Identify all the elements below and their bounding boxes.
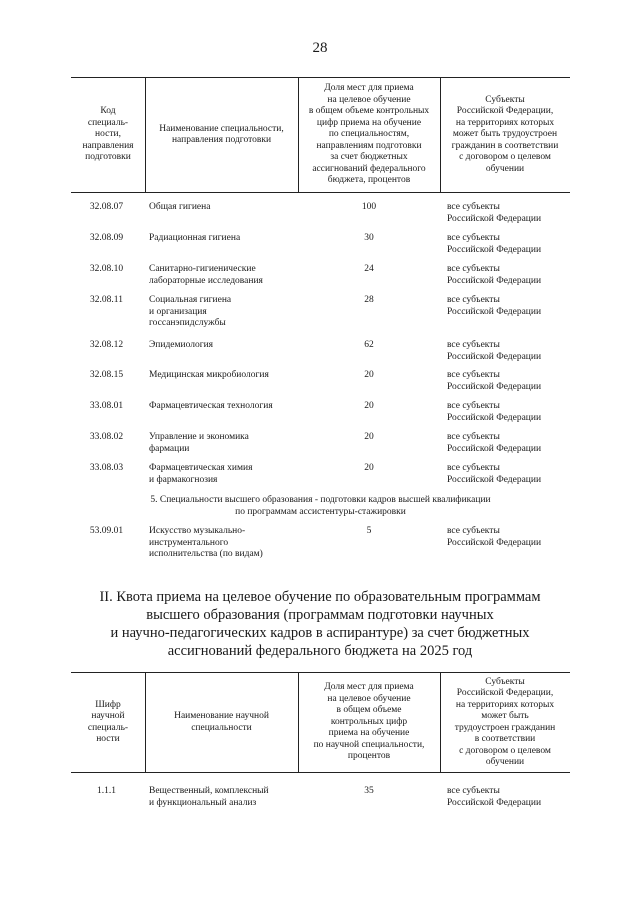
header-share-line: ассигнований федерального	[312, 163, 426, 174]
row-share: 20	[364, 401, 374, 411]
heading-line: ассигнований федерального бюджета на 2025 год	[167, 643, 473, 659]
header-name	[145, 673, 298, 772]
table-2-header	[71, 673, 570, 772]
row-name-line: Социальная гигиена	[149, 295, 232, 305]
row-share: 100	[361, 202, 377, 212]
header-code-text	[88, 700, 128, 746]
row-name	[149, 432, 299, 455]
row-name-line: и фармакогнозия	[149, 474, 218, 485]
row-name-line: Искусство музыкально-	[149, 526, 246, 536]
header-subjects-line: может быть трудоустроен	[452, 129, 558, 140]
header-share-line: на целевое обучение	[327, 94, 411, 105]
header-share	[298, 78, 440, 192]
row-name-line: и организация	[149, 306, 207, 317]
row-subjects-line: все субъекты	[447, 264, 500, 274]
row-name	[149, 340, 299, 352]
header-code-line: научной	[91, 711, 125, 721]
row-code: 32.08.09	[89, 233, 124, 243]
header-share-line: по научной специальности,	[313, 739, 425, 750]
header-code-line: подготовки	[85, 152, 131, 163]
row-name-line: Медицинская микробиология	[149, 370, 269, 380]
section-note-line: 5. Специальности высшего образования - подготовки кадров высшей квалификации	[150, 495, 491, 505]
header-share-line: процентов	[347, 751, 391, 762]
row-subjects	[447, 401, 570, 424]
header-share-line: за счет бюджетных	[330, 152, 408, 163]
row-name-line: Фармацевтическая химия	[149, 463, 253, 473]
row-name	[149, 463, 299, 486]
row-subjects	[447, 526, 570, 549]
header-name-line: Наименование научной	[174, 711, 269, 721]
header-share-text	[309, 83, 429, 187]
header-name-line: Наименование специальности,	[159, 123, 284, 134]
header-code-line: специаль-	[87, 722, 129, 733]
header-share-line: бюджета, процентов	[327, 175, 411, 186]
section-note-line: по программам ассистентуры-стажировки	[235, 507, 406, 517]
header-code-line: специаль-	[87, 117, 129, 128]
table-2-header-border	[71, 772, 570, 773]
row-subjects	[447, 463, 570, 486]
row-name	[149, 401, 299, 413]
row-subjects-line: все субъекты	[447, 786, 500, 796]
header-code	[71, 78, 145, 192]
header-subjects-text	[452, 95, 559, 176]
header-name-line: направления подготовки	[171, 135, 272, 145]
row-subjects-line: Российской Федерации	[447, 797, 542, 808]
row-subjects-line: Российской Федерации	[447, 351, 542, 362]
row-share: 30	[364, 233, 374, 243]
row-name-line: госсанэпидслужбы	[149, 318, 226, 328]
header-subjects-line: в соответствии	[474, 734, 536, 744]
header-share-line: контрольных цифр	[330, 716, 408, 727]
row-name-line: Управление и экономика	[149, 432, 249, 442]
header-subjects-line: на территориях которых	[455, 699, 555, 710]
row-subjects-line: Российской Федерации	[447, 474, 542, 485]
row-code: 1.1.1	[97, 786, 116, 796]
header-code-line: Код	[100, 106, 116, 117]
row-subjects	[447, 295, 570, 318]
header-subjects-line: обучении	[485, 163, 525, 174]
header-code-line: ности,	[95, 129, 121, 140]
row-name-line: Радиационная гигиена	[149, 233, 241, 243]
row-code: 32.08.11	[90, 295, 123, 305]
header-subjects-line: на территориях которых	[455, 117, 555, 128]
row-subjects-line: все субъекты	[447, 340, 500, 350]
row-subjects-line: Российской Федерации	[447, 213, 542, 224]
header-subjects-line: с договором о целевом	[459, 152, 551, 163]
row-subjects-line: все субъекты	[447, 526, 500, 536]
header-share-line: цифр приема на обучение	[316, 117, 422, 128]
header-code-text	[82, 106, 133, 164]
header-code-line: направления	[82, 140, 134, 151]
header-share-line: Доля мест для приема	[324, 83, 414, 94]
row-share: 24	[364, 264, 374, 274]
row-share: 28	[364, 295, 374, 305]
row-name-line: Вещественный, комплексный	[149, 786, 269, 796]
row-name-line: Фармацевтическая технология	[149, 401, 273, 411]
header-name-text	[159, 124, 284, 147]
row-share: 20	[364, 432, 374, 442]
row-share: 20	[364, 463, 374, 473]
row-share: 62	[364, 340, 374, 350]
header-name	[145, 78, 298, 192]
row-name-line: и функциональный анализ	[149, 797, 257, 808]
table-1-header-border	[71, 192, 570, 193]
row-name-line: Эпидемиология	[149, 340, 214, 350]
row-name	[149, 295, 299, 330]
row-subjects-line: Российской Федерации	[447, 412, 542, 423]
header-share-line: по специальностям,	[328, 129, 410, 140]
row-name-line: Общая гигиена	[149, 202, 211, 212]
row-code: 53.09.01	[89, 526, 124, 536]
header-share	[298, 673, 440, 772]
row-subjects	[447, 370, 570, 393]
row-code: 33.08.01	[89, 401, 124, 411]
header-share-line: в общем объеме контрольных	[308, 106, 430, 117]
row-subjects-line: Российской Федерации	[447, 443, 542, 454]
table-1-header	[71, 78, 570, 192]
row-code: 32.08.07	[89, 202, 124, 212]
row-subjects-line: Российской Федерации	[447, 537, 542, 548]
row-code: 32.08.15	[89, 370, 124, 380]
row-subjects	[447, 432, 570, 455]
row-subjects-line: все субъекты	[447, 432, 500, 442]
header-subjects-line: Субъекты	[485, 94, 525, 105]
heading-line: высшего образования (программам подготовки научных	[146, 607, 494, 623]
row-share: 35	[364, 786, 374, 796]
row-name-line: исполнительства (по видам)	[149, 549, 263, 559]
row-code: 33.08.03	[89, 463, 124, 473]
header-subjects-line: Российской Федерации,	[456, 688, 554, 698]
header-subjects-line: может быть	[481, 711, 529, 721]
row-subjects-line: Российской Федерации	[447, 381, 542, 392]
header-subjects-line: Субъекты	[485, 676, 525, 687]
header-subjects-text	[455, 677, 556, 769]
row-subjects	[447, 786, 570, 809]
header-subjects	[440, 673, 570, 772]
header-subjects-line: трудоустроен гражданин	[454, 722, 556, 733]
header-name-text	[174, 711, 269, 734]
row-subjects-line: все субъекты	[447, 370, 500, 380]
row-subjects-line: все субъекты	[447, 202, 500, 212]
section-2-heading	[60, 588, 580, 660]
row-subjects-line: все субъекты	[447, 401, 500, 411]
header-share-text	[314, 682, 425, 763]
page-number: 28	[312, 40, 328, 56]
row-name	[149, 264, 299, 287]
row-name-line: лабораторные исследования	[149, 275, 263, 286]
row-share: 5	[366, 526, 372, 536]
header-share-line: в общем объеме	[336, 705, 402, 716]
row-subjects-line: все субъекты	[447, 295, 500, 305]
row-subjects	[447, 264, 570, 287]
row-name	[149, 202, 299, 214]
header-share-line: Доля мест для приема	[324, 682, 414, 693]
row-name	[149, 233, 299, 245]
row-subjects	[447, 233, 570, 256]
row-code: 32.08.10	[89, 264, 124, 274]
heading-line: и научно-педагогических кадров в аспирантуре) за счет бюджетных	[110, 625, 530, 641]
row-share: 20	[364, 370, 374, 380]
row-name-line: фармации	[149, 443, 190, 454]
header-subjects-line: Российской Федерации,	[456, 106, 554, 117]
header-share-line: приема на обучение	[328, 728, 410, 739]
row-subjects-line: Российской Федерации	[447, 306, 542, 317]
header-subjects	[440, 78, 570, 192]
heading-line: II. Квота приема на целевое обучение по образовательным программам	[99, 589, 541, 605]
header-share-line: направлениям подготовки	[316, 140, 422, 151]
row-name-line: Санитарно-гигиенические	[149, 264, 256, 274]
row-subjects-line: все субъекты	[447, 233, 500, 243]
row-subjects-line: все субъекты	[447, 463, 500, 473]
header-code	[71, 673, 145, 772]
header-subjects-line: с договором о целевом	[459, 745, 551, 756]
header-subjects-line: обучении	[485, 757, 525, 767]
row-name	[149, 526, 299, 561]
row-code: 32.08.12	[89, 340, 124, 350]
row-subjects-line: Российской Федерации	[447, 244, 542, 255]
row-name	[149, 786, 299, 809]
section-note	[71, 494, 570, 518]
row-code: 33.08.02	[89, 432, 124, 442]
header-code-line: Шифр	[95, 699, 121, 710]
header-code-line: ности	[96, 734, 120, 744]
row-subjects	[447, 202, 570, 225]
header-subjects-line: гражданин в соответствии	[451, 140, 559, 151]
header-share-line: на целевое обучение	[327, 693, 411, 704]
header-name-line: специальности	[191, 722, 252, 733]
row-name-line: инструментального	[149, 537, 229, 548]
row-subjects-line: Российской Федерации	[447, 275, 542, 286]
row-name	[149, 370, 299, 382]
row-subjects	[447, 340, 570, 363]
